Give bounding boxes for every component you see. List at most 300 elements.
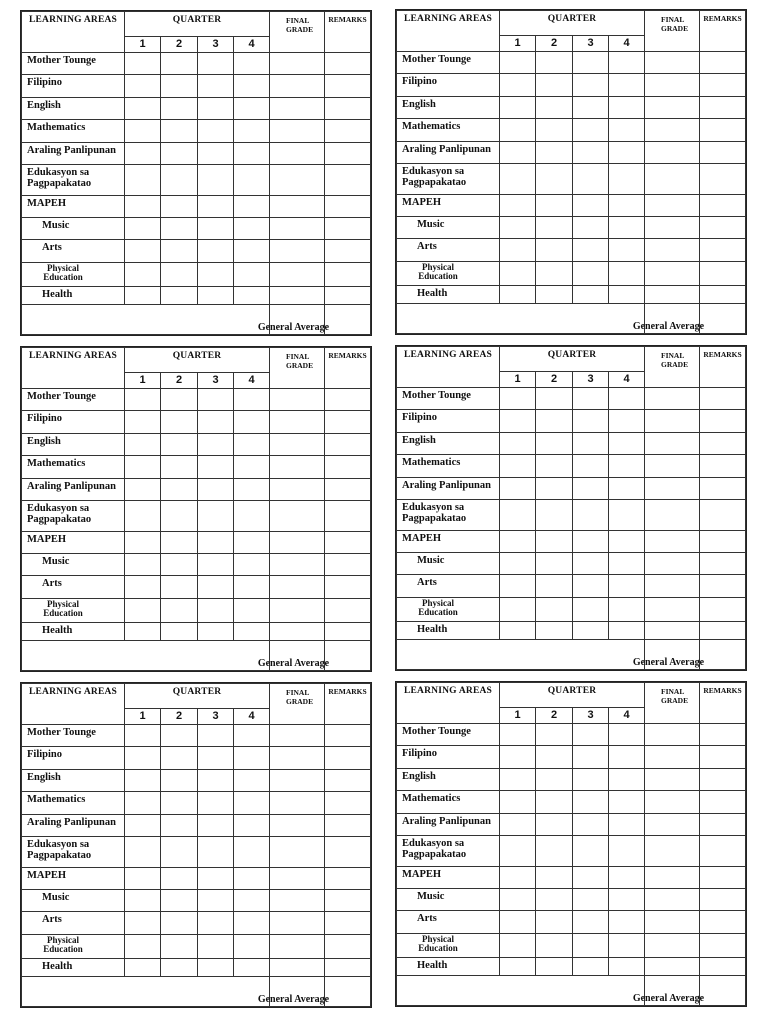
final-grade-cell[interactable]: [270, 98, 325, 120]
remarks-cell[interactable]: [700, 239, 746, 262]
grade-cell[interactable]: [536, 934, 573, 958]
final-grade-cell[interactable]: [270, 479, 325, 501]
grade-cell[interactable]: [161, 411, 198, 434]
final-grade-cell[interactable]: [645, 958, 700, 976]
grade-cell[interactable]: [536, 791, 573, 814]
remarks-cell[interactable]: [325, 501, 371, 532]
grade-cell[interactable]: [609, 262, 645, 286]
grade-cell[interactable]: [500, 478, 536, 500]
grade-cell[interactable]: [500, 836, 536, 867]
grade-cell[interactable]: [500, 531, 536, 553]
grade-cell[interactable]: [500, 433, 536, 455]
grade-cell[interactable]: [125, 53, 161, 75]
grade-cell[interactable]: [198, 287, 234, 305]
grade-cell[interactable]: [198, 165, 234, 196]
grade-cell[interactable]: [125, 287, 161, 305]
grade-cell[interactable]: [234, 53, 270, 75]
grade-cell[interactable]: [125, 532, 161, 554]
final-grade-cell[interactable]: [270, 792, 325, 815]
general-average-remarks-cell[interactable]: [325, 977, 371, 1007]
grade-cell[interactable]: [234, 623, 270, 641]
grade-cell[interactable]: [609, 724, 645, 746]
grade-cell[interactable]: [573, 262, 609, 286]
grade-cell[interactable]: [198, 725, 234, 747]
grade-cell[interactable]: [198, 935, 234, 959]
final-grade-cell[interactable]: [645, 52, 700, 74]
remarks-cell[interactable]: [325, 959, 371, 977]
grade-cell[interactable]: [198, 623, 234, 641]
grade-cell[interactable]: [234, 792, 270, 815]
grade-cell[interactable]: [609, 791, 645, 814]
grade-cell[interactable]: [125, 554, 161, 576]
grade-cell[interactable]: [125, 868, 161, 890]
grade-cell[interactable]: [198, 53, 234, 75]
grade-cell[interactable]: [198, 240, 234, 263]
grade-cell[interactable]: [500, 575, 536, 598]
final-grade-cell[interactable]: [270, 53, 325, 75]
general-average-remarks-cell[interactable]: [700, 304, 746, 334]
final-grade-cell[interactable]: [645, 433, 700, 455]
grade-cell[interactable]: [536, 814, 573, 836]
grade-cell[interactable]: [198, 263, 234, 287]
grade-cell[interactable]: [125, 747, 161, 770]
grade-cell[interactable]: [536, 724, 573, 746]
grade-cell[interactable]: [125, 576, 161, 599]
grade-cell[interactable]: [161, 389, 198, 411]
grade-cell[interactable]: [500, 911, 536, 934]
remarks-cell[interactable]: [325, 747, 371, 770]
grade-cell[interactable]: [198, 218, 234, 240]
grade-cell[interactable]: [536, 769, 573, 791]
remarks-cell[interactable]: [700, 195, 746, 217]
final-grade-cell[interactable]: [645, 410, 700, 433]
final-grade-cell[interactable]: [270, 935, 325, 959]
final-grade-cell[interactable]: [270, 890, 325, 912]
grade-cell[interactable]: [161, 935, 198, 959]
grade-cell[interactable]: [500, 262, 536, 286]
grade-cell[interactable]: [161, 120, 198, 143]
grade-cell[interactable]: [536, 97, 573, 119]
grade-cell[interactable]: [609, 286, 645, 304]
grade-cell[interactable]: [609, 142, 645, 164]
grade-cell[interactable]: [234, 868, 270, 890]
final-grade-cell[interactable]: [270, 770, 325, 792]
grade-cell[interactable]: [234, 218, 270, 240]
grade-cell[interactable]: [536, 433, 573, 455]
grade-cell[interactable]: [125, 770, 161, 792]
grade-cell[interactable]: [500, 500, 536, 531]
remarks-cell[interactable]: [325, 218, 371, 240]
grade-cell[interactable]: [198, 868, 234, 890]
final-grade-cell[interactable]: [270, 218, 325, 240]
grade-cell[interactable]: [536, 239, 573, 262]
grade-cell[interactable]: [125, 837, 161, 868]
remarks-cell[interactable]: [700, 455, 746, 478]
grade-cell[interactable]: [161, 599, 198, 623]
grade-cell[interactable]: [198, 120, 234, 143]
remarks-cell[interactable]: [325, 532, 371, 554]
remarks-cell[interactable]: [325, 263, 371, 287]
grade-cell[interactable]: [536, 836, 573, 867]
final-grade-cell[interactable]: [645, 286, 700, 304]
remarks-cell[interactable]: [700, 388, 746, 410]
grade-cell[interactable]: [609, 217, 645, 239]
final-grade-cell[interactable]: [645, 575, 700, 598]
grade-cell[interactable]: [573, 791, 609, 814]
grade-cell[interactable]: [125, 263, 161, 287]
grade-cell[interactable]: [573, 478, 609, 500]
grade-cell[interactable]: [536, 911, 573, 934]
grade-cell[interactable]: [125, 240, 161, 263]
final-grade-cell[interactable]: [270, 263, 325, 287]
grade-cell[interactable]: [198, 196, 234, 218]
final-grade-cell[interactable]: [645, 598, 700, 622]
final-grade-cell[interactable]: [645, 769, 700, 791]
grade-cell[interactable]: [500, 814, 536, 836]
remarks-cell[interactable]: [700, 142, 746, 164]
grade-cell[interactable]: [234, 143, 270, 165]
final-grade-cell[interactable]: [270, 725, 325, 747]
grade-cell[interactable]: [198, 501, 234, 532]
grade-cell[interactable]: [573, 388, 609, 410]
grade-cell[interactable]: [500, 867, 536, 889]
grade-cell[interactable]: [536, 74, 573, 97]
grade-cell[interactable]: [573, 286, 609, 304]
grade-cell[interactable]: [198, 576, 234, 599]
remarks-cell[interactable]: [325, 868, 371, 890]
grade-cell[interactable]: [609, 433, 645, 455]
grade-cell[interactable]: [573, 455, 609, 478]
final-grade-cell[interactable]: [270, 599, 325, 623]
grade-cell[interactable]: [198, 532, 234, 554]
grade-cell[interactable]: [198, 143, 234, 165]
grade-cell[interactable]: [125, 725, 161, 747]
grade-cell[interactable]: [609, 553, 645, 575]
grade-cell[interactable]: [609, 814, 645, 836]
grade-cell[interactable]: [609, 622, 645, 640]
grade-cell[interactable]: [198, 479, 234, 501]
grade-cell[interactable]: [161, 196, 198, 218]
final-grade-cell[interactable]: [270, 554, 325, 576]
remarks-cell[interactable]: [325, 770, 371, 792]
remarks-cell[interactable]: [700, 553, 746, 575]
grade-cell[interactable]: [234, 576, 270, 599]
grade-cell[interactable]: [234, 263, 270, 287]
grade-cell[interactable]: [609, 575, 645, 598]
final-grade-cell[interactable]: [270, 576, 325, 599]
grade-cell[interactable]: [234, 456, 270, 479]
grade-cell[interactable]: [573, 142, 609, 164]
remarks-cell[interactable]: [325, 411, 371, 434]
grade-cell[interactable]: [573, 52, 609, 74]
grade-cell[interactable]: [500, 52, 536, 74]
grade-cell[interactable]: [573, 958, 609, 976]
remarks-cell[interactable]: [700, 500, 746, 531]
grade-cell[interactable]: [125, 389, 161, 411]
grade-cell[interactable]: [573, 500, 609, 531]
remarks-cell[interactable]: [325, 912, 371, 935]
grade-cell[interactable]: [234, 240, 270, 263]
grade-cell[interactable]: [609, 836, 645, 867]
remarks-cell[interactable]: [700, 262, 746, 286]
grade-cell[interactable]: [161, 725, 198, 747]
grade-cell[interactable]: [573, 74, 609, 97]
grade-cell[interactable]: [609, 52, 645, 74]
grade-cell[interactable]: [573, 575, 609, 598]
remarks-cell[interactable]: [325, 287, 371, 305]
remarks-cell[interactable]: [325, 890, 371, 912]
grade-cell[interactable]: [500, 286, 536, 304]
grade-cell[interactable]: [125, 143, 161, 165]
general-average-remarks-cell[interactable]: [325, 641, 371, 671]
remarks-cell[interactable]: [700, 531, 746, 553]
remarks-cell[interactable]: [700, 746, 746, 769]
grade-cell[interactable]: [161, 143, 198, 165]
final-grade-cell[interactable]: [270, 456, 325, 479]
grade-cell[interactable]: [500, 388, 536, 410]
remarks-cell[interactable]: [700, 934, 746, 958]
grade-cell[interactable]: [161, 456, 198, 479]
final-grade-cell[interactable]: [645, 119, 700, 142]
general-average-remarks-cell[interactable]: [325, 305, 371, 335]
grade-cell[interactable]: [500, 622, 536, 640]
grade-cell[interactable]: [609, 410, 645, 433]
remarks-cell[interactable]: [700, 217, 746, 239]
grade-cell[interactable]: [536, 500, 573, 531]
grade-cell[interactable]: [125, 815, 161, 837]
grade-cell[interactable]: [125, 479, 161, 501]
grade-cell[interactable]: [536, 622, 573, 640]
final-grade-cell[interactable]: [645, 889, 700, 911]
grade-cell[interactable]: [161, 747, 198, 770]
grade-cell[interactable]: [609, 769, 645, 791]
remarks-cell[interactable]: [325, 240, 371, 263]
grade-cell[interactable]: [161, 576, 198, 599]
grade-cell[interactable]: [609, 455, 645, 478]
grade-cell[interactable]: [609, 867, 645, 889]
grade-cell[interactable]: [125, 935, 161, 959]
final-grade-cell[interactable]: [270, 501, 325, 532]
remarks-cell[interactable]: [325, 554, 371, 576]
remarks-cell[interactable]: [700, 598, 746, 622]
grade-cell[interactable]: [609, 97, 645, 119]
grade-cell[interactable]: [125, 890, 161, 912]
grade-cell[interactable]: [609, 598, 645, 622]
grade-cell[interactable]: [161, 554, 198, 576]
grade-cell[interactable]: [536, 598, 573, 622]
grade-cell[interactable]: [500, 97, 536, 119]
remarks-cell[interactable]: [325, 120, 371, 143]
grade-cell[interactable]: [500, 889, 536, 911]
remarks-cell[interactable]: [700, 911, 746, 934]
grade-cell[interactable]: [161, 890, 198, 912]
grade-cell[interactable]: [234, 120, 270, 143]
final-grade-cell[interactable]: [270, 287, 325, 305]
final-grade-cell[interactable]: [645, 455, 700, 478]
grade-cell[interactable]: [573, 622, 609, 640]
grade-cell[interactable]: [161, 75, 198, 98]
grade-cell[interactable]: [536, 455, 573, 478]
grade-cell[interactable]: [609, 478, 645, 500]
grade-cell[interactable]: [609, 746, 645, 769]
grade-cell[interactable]: [161, 53, 198, 75]
grade-cell[interactable]: [161, 532, 198, 554]
grade-cell[interactable]: [500, 195, 536, 217]
final-grade-cell[interactable]: [645, 836, 700, 867]
final-grade-cell[interactable]: [645, 934, 700, 958]
grade-cell[interactable]: [536, 867, 573, 889]
final-grade-cell[interactable]: [645, 911, 700, 934]
final-grade-cell[interactable]: [645, 97, 700, 119]
remarks-cell[interactable]: [325, 75, 371, 98]
final-grade-cell[interactable]: [645, 217, 700, 239]
remarks-cell[interactable]: [700, 889, 746, 911]
grade-cell[interactable]: [234, 165, 270, 196]
grade-cell[interactable]: [500, 553, 536, 575]
grade-cell[interactable]: [234, 912, 270, 935]
grade-cell[interactable]: [234, 890, 270, 912]
grade-cell[interactable]: [536, 575, 573, 598]
grade-cell[interactable]: [573, 911, 609, 934]
final-grade-cell[interactable]: [645, 724, 700, 746]
grade-cell[interactable]: [234, 935, 270, 959]
final-grade-cell[interactable]: [645, 164, 700, 195]
grade-cell[interactable]: [573, 867, 609, 889]
grade-cell[interactable]: [500, 934, 536, 958]
grade-cell[interactable]: [125, 411, 161, 434]
grade-cell[interactable]: [125, 120, 161, 143]
remarks-cell[interactable]: [325, 837, 371, 868]
final-grade-cell[interactable]: [645, 500, 700, 531]
final-grade-cell[interactable]: [270, 389, 325, 411]
remarks-cell[interactable]: [325, 434, 371, 456]
grade-cell[interactable]: [609, 119, 645, 142]
grade-cell[interactable]: [500, 746, 536, 769]
grade-cell[interactable]: [573, 164, 609, 195]
final-grade-cell[interactable]: [270, 868, 325, 890]
grade-cell[interactable]: [234, 599, 270, 623]
grade-cell[interactable]: [125, 98, 161, 120]
grade-cell[interactable]: [609, 958, 645, 976]
grade-cell[interactable]: [500, 769, 536, 791]
grade-cell[interactable]: [573, 814, 609, 836]
grade-cell[interactable]: [536, 119, 573, 142]
grade-cell[interactable]: [161, 434, 198, 456]
grade-cell[interactable]: [573, 410, 609, 433]
grade-cell[interactable]: [536, 958, 573, 976]
grade-cell[interactable]: [573, 553, 609, 575]
final-grade-cell[interactable]: [270, 623, 325, 641]
remarks-cell[interactable]: [700, 74, 746, 97]
grade-cell[interactable]: [125, 75, 161, 98]
grade-cell[interactable]: [500, 74, 536, 97]
grade-cell[interactable]: [161, 792, 198, 815]
grade-cell[interactable]: [198, 770, 234, 792]
final-grade-cell[interactable]: [645, 478, 700, 500]
grade-cell[interactable]: [536, 388, 573, 410]
grade-cell[interactable]: [125, 501, 161, 532]
grade-cell[interactable]: [536, 410, 573, 433]
grade-cell[interactable]: [234, 815, 270, 837]
grade-cell[interactable]: [234, 959, 270, 977]
final-grade-cell[interactable]: [270, 747, 325, 770]
remarks-cell[interactable]: [325, 599, 371, 623]
grade-cell[interactable]: [198, 747, 234, 770]
final-grade-cell[interactable]: [645, 74, 700, 97]
final-grade-cell[interactable]: [645, 531, 700, 553]
grade-cell[interactable]: [609, 531, 645, 553]
remarks-cell[interactable]: [700, 478, 746, 500]
grade-cell[interactable]: [161, 479, 198, 501]
grade-cell[interactable]: [573, 239, 609, 262]
grade-cell[interactable]: [234, 837, 270, 868]
grade-cell[interactable]: [161, 770, 198, 792]
grade-cell[interactable]: [609, 911, 645, 934]
grade-cell[interactable]: [125, 434, 161, 456]
grade-cell[interactable]: [500, 119, 536, 142]
grade-cell[interactable]: [198, 75, 234, 98]
grade-cell[interactable]: [161, 240, 198, 263]
grade-cell[interactable]: [161, 218, 198, 240]
grade-cell[interactable]: [573, 119, 609, 142]
grade-cell[interactable]: [234, 501, 270, 532]
grade-cell[interactable]: [198, 389, 234, 411]
grade-cell[interactable]: [500, 142, 536, 164]
remarks-cell[interactable]: [700, 286, 746, 304]
grade-cell[interactable]: [234, 98, 270, 120]
grade-cell[interactable]: [573, 724, 609, 746]
grade-cell[interactable]: [536, 889, 573, 911]
grade-cell[interactable]: [198, 599, 234, 623]
grade-cell[interactable]: [609, 195, 645, 217]
final-grade-cell[interactable]: [270, 837, 325, 868]
final-grade-cell[interactable]: [270, 240, 325, 263]
grade-cell[interactable]: [234, 554, 270, 576]
final-grade-cell[interactable]: [270, 411, 325, 434]
grade-cell[interactable]: [234, 479, 270, 501]
grade-cell[interactable]: [198, 837, 234, 868]
grade-cell[interactable]: [234, 75, 270, 98]
grade-cell[interactable]: [536, 142, 573, 164]
final-grade-cell[interactable]: [270, 912, 325, 935]
remarks-cell[interactable]: [700, 867, 746, 889]
grade-cell[interactable]: [125, 599, 161, 623]
grade-cell[interactable]: [500, 410, 536, 433]
remarks-cell[interactable]: [325, 576, 371, 599]
grade-cell[interactable]: [609, 74, 645, 97]
grade-cell[interactable]: [500, 724, 536, 746]
grade-cell[interactable]: [198, 815, 234, 837]
grade-cell[interactable]: [609, 500, 645, 531]
remarks-cell[interactable]: [325, 815, 371, 837]
grade-cell[interactable]: [536, 195, 573, 217]
grade-cell[interactable]: [125, 792, 161, 815]
grade-cell[interactable]: [536, 746, 573, 769]
grade-cell[interactable]: [234, 747, 270, 770]
grade-cell[interactable]: [573, 836, 609, 867]
remarks-cell[interactable]: [325, 935, 371, 959]
grade-cell[interactable]: [125, 456, 161, 479]
final-grade-cell[interactable]: [645, 791, 700, 814]
grade-cell[interactable]: [161, 959, 198, 977]
grade-cell[interactable]: [161, 868, 198, 890]
remarks-cell[interactable]: [700, 622, 746, 640]
general-average-remarks-cell[interactable]: [700, 976, 746, 1006]
grade-cell[interactable]: [198, 98, 234, 120]
final-grade-cell[interactable]: [270, 815, 325, 837]
remarks-cell[interactable]: [700, 52, 746, 74]
grade-cell[interactable]: [500, 455, 536, 478]
